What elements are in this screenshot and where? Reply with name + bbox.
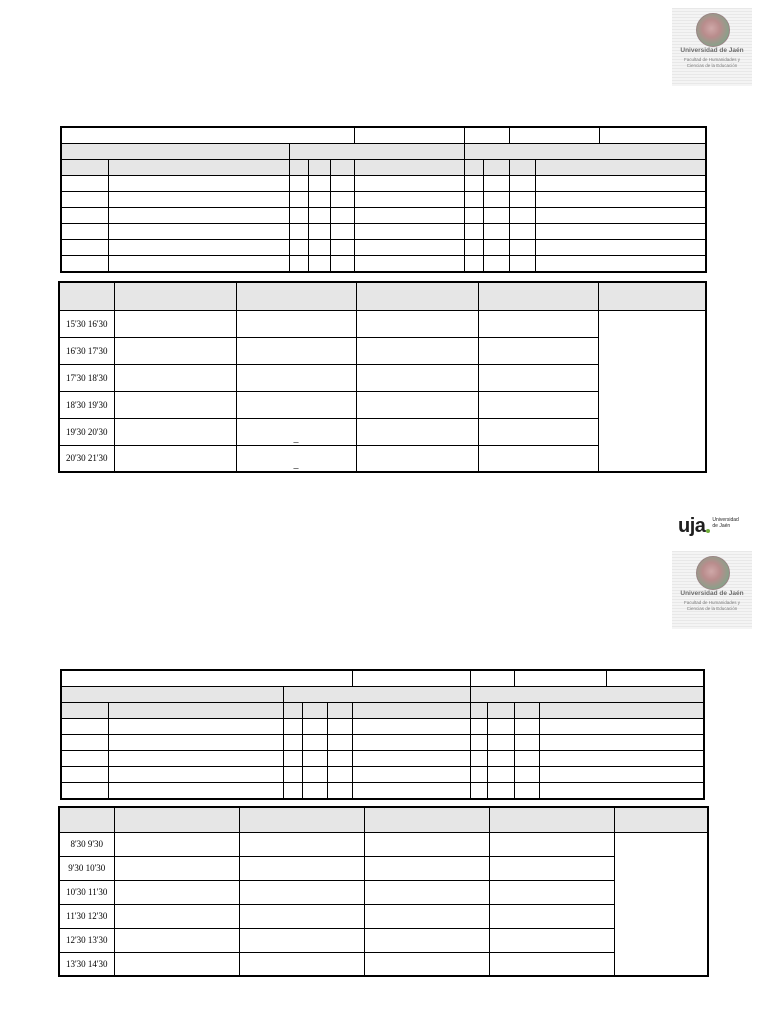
university-crest-logo bbox=[672, 551, 752, 629]
schedule-header-cell bbox=[59, 807, 114, 832]
schedule-merged-cell[interactable] bbox=[614, 832, 708, 976]
info-column-header-row bbox=[61, 160, 706, 176]
table-cell[interactable] bbox=[514, 767, 539, 783]
table-cell[interactable] bbox=[354, 176, 464, 192]
table-cell[interactable] bbox=[354, 224, 464, 240]
schedule-merged-cell[interactable] bbox=[598, 310, 706, 472]
table-cell[interactable] bbox=[514, 783, 539, 800]
course-info-table bbox=[60, 126, 707, 273]
info-cell[interactable] bbox=[470, 670, 514, 687]
table-cell[interactable] bbox=[308, 208, 330, 224]
table-cell[interactable] bbox=[108, 192, 289, 208]
table-cell[interactable] bbox=[330, 256, 354, 273]
table-cell[interactable] bbox=[483, 240, 509, 256]
schedule-cell[interactable] bbox=[114, 391, 236, 418]
time-slot-label: 10'30 11'30 bbox=[59, 880, 114, 904]
schedule-cell[interactable] bbox=[356, 337, 478, 364]
table-cell[interactable] bbox=[289, 192, 308, 208]
info-cell[interactable] bbox=[464, 127, 509, 144]
schedule-cell[interactable] bbox=[478, 364, 598, 391]
table-cell[interactable] bbox=[535, 208, 706, 224]
section-header-cell bbox=[61, 687, 284, 703]
schedule-header-cell bbox=[114, 282, 236, 310]
time-slot-label: 11'30 12'30 bbox=[59, 904, 114, 928]
column-header-cell bbox=[483, 160, 509, 176]
schedule-cell[interactable] bbox=[239, 928, 364, 952]
column-header-cell bbox=[303, 703, 328, 719]
info-section-row bbox=[61, 687, 704, 703]
table-cell[interactable] bbox=[539, 783, 704, 800]
time-slot-label: 17'30 18'30 bbox=[59, 364, 114, 391]
table-cell[interactable] bbox=[289, 256, 308, 273]
table-cell[interactable] bbox=[308, 224, 330, 240]
table-cell[interactable] bbox=[487, 767, 514, 783]
column-header-cell bbox=[514, 703, 539, 719]
table-cell[interactable] bbox=[61, 735, 108, 751]
table-cell[interactable] bbox=[108, 751, 284, 767]
table-cell[interactable] bbox=[284, 767, 303, 783]
table-cell[interactable] bbox=[483, 208, 509, 224]
table-cell[interactable] bbox=[353, 767, 470, 783]
table-cell[interactable] bbox=[303, 751, 328, 767]
column-header-cell bbox=[289, 160, 308, 176]
table-cell[interactable] bbox=[464, 256, 483, 273]
table-row bbox=[61, 208, 706, 224]
schedule-cell[interactable] bbox=[114, 952, 239, 976]
table-cell[interactable] bbox=[108, 240, 289, 256]
time-slot-label: 13'30 14'30 bbox=[59, 952, 114, 976]
schedule-cell[interactable] bbox=[114, 418, 236, 445]
section-header-cell bbox=[464, 144, 706, 160]
table-cell[interactable] bbox=[464, 208, 483, 224]
column-header-cell bbox=[487, 703, 514, 719]
schedule-cell[interactable] bbox=[239, 832, 364, 856]
info-cell[interactable] bbox=[354, 127, 464, 144]
table-cell[interactable] bbox=[303, 783, 328, 800]
schedule-cell[interactable] bbox=[114, 928, 239, 952]
schedule-header-cell bbox=[489, 807, 614, 832]
table-cell[interactable] bbox=[535, 176, 706, 192]
table-cell[interactable] bbox=[328, 735, 353, 751]
table-cell[interactable] bbox=[483, 176, 509, 192]
schedule-cell[interactable] bbox=[356, 310, 478, 337]
column-header-cell bbox=[284, 703, 303, 719]
crest-university-name: Universidad de Jaén bbox=[680, 590, 744, 597]
table-cell[interactable] bbox=[284, 783, 303, 800]
table-cell[interactable] bbox=[535, 256, 706, 273]
table-cell[interactable] bbox=[470, 735, 487, 751]
uja-logo-line1: Universidad bbox=[712, 517, 739, 523]
table-cell[interactable] bbox=[353, 783, 470, 800]
table-cell[interactable] bbox=[330, 224, 354, 240]
schedule-cell[interactable] bbox=[356, 445, 478, 472]
table-cell[interactable] bbox=[483, 224, 509, 240]
course-info-table bbox=[60, 669, 705, 800]
table-cell[interactable] bbox=[303, 735, 328, 751]
table-cell[interactable] bbox=[61, 176, 108, 192]
info-title-row bbox=[61, 127, 706, 144]
table-cell[interactable] bbox=[308, 176, 330, 192]
table-cell[interactable] bbox=[483, 192, 509, 208]
column-header-cell bbox=[353, 703, 470, 719]
schedule-cell[interactable] bbox=[114, 904, 239, 928]
table-cell[interactable] bbox=[108, 256, 289, 273]
uja-logo-dot-icon bbox=[706, 529, 710, 533]
university-crest-logo bbox=[672, 8, 752, 86]
table-cell[interactable] bbox=[487, 751, 514, 767]
time-slot-label: 8'30 9'30 bbox=[59, 832, 114, 856]
table-cell[interactable] bbox=[61, 256, 108, 273]
schedule-cell[interactable] bbox=[236, 364, 356, 391]
table-cell[interactable] bbox=[509, 240, 535, 256]
schedule-header-cell bbox=[614, 807, 708, 832]
schedule-cell[interactable] bbox=[114, 832, 239, 856]
schedule-cell[interactable] bbox=[114, 310, 236, 337]
schedule-row bbox=[59, 904, 708, 928]
schedule-cell[interactable] bbox=[478, 337, 598, 364]
column-header-cell bbox=[61, 160, 108, 176]
time-slot-label: 15'30 16'30 bbox=[59, 310, 114, 337]
table-cell[interactable] bbox=[514, 735, 539, 751]
university-seal-icon bbox=[696, 556, 730, 590]
schedule-header-cell bbox=[59, 282, 114, 310]
column-header-cell bbox=[354, 160, 464, 176]
schedule-cell[interactable] bbox=[239, 952, 364, 976]
column-header-cell bbox=[108, 703, 284, 719]
table-cell[interactable] bbox=[353, 735, 470, 751]
column-header-cell bbox=[470, 703, 487, 719]
table-cell[interactable] bbox=[464, 192, 483, 208]
time-slot-label: 20'30 21'30 bbox=[59, 445, 114, 472]
table-cell[interactable] bbox=[108, 735, 284, 751]
uja-logo bbox=[678, 514, 739, 536]
schedule-cell-dash[interactable]: _ bbox=[236, 418, 356, 445]
table-cell[interactable] bbox=[61, 751, 108, 767]
info-section-row bbox=[61, 144, 706, 160]
university-seal-icon bbox=[696, 13, 730, 47]
table-cell[interactable] bbox=[539, 751, 704, 767]
schedule-cell[interactable] bbox=[364, 832, 489, 856]
schedule-header-row bbox=[59, 282, 706, 310]
schedule-header-cell bbox=[478, 282, 598, 310]
table-row bbox=[61, 751, 704, 767]
crest-faculty-line1: Facultad de Humanidades y bbox=[683, 57, 741, 62]
table-cell[interactable] bbox=[108, 224, 289, 240]
schedule-cell[interactable] bbox=[356, 364, 478, 391]
schedule-row bbox=[59, 928, 708, 952]
table-row bbox=[61, 176, 706, 192]
schedule-cell[interactable] bbox=[356, 418, 478, 445]
info-cell[interactable] bbox=[599, 127, 706, 144]
schedule-cell[interactable] bbox=[236, 310, 356, 337]
table-cell[interactable] bbox=[328, 719, 353, 735]
crest-faculty-line2: Ciencias de la Educación bbox=[686, 606, 738, 611]
crest-faculty-line1: Facultad de Humanidades y bbox=[683, 600, 741, 605]
schedule-cell[interactable] bbox=[489, 832, 614, 856]
schedule-row bbox=[59, 880, 708, 904]
table-cell[interactable] bbox=[535, 240, 706, 256]
weekly-schedule-morning bbox=[58, 806, 709, 977]
table-row bbox=[61, 224, 706, 240]
schedule-header-cell bbox=[598, 282, 706, 310]
table-cell[interactable] bbox=[487, 783, 514, 800]
table-cell[interactable] bbox=[487, 719, 514, 735]
section-header-cell bbox=[289, 144, 464, 160]
table-cell[interactable] bbox=[514, 719, 539, 735]
table-cell[interactable] bbox=[487, 735, 514, 751]
table-cell[interactable] bbox=[108, 719, 284, 735]
schedule-cell[interactable] bbox=[364, 952, 489, 976]
table-cell[interactable] bbox=[61, 767, 108, 783]
table-row bbox=[61, 767, 704, 783]
table-cell[interactable] bbox=[353, 719, 470, 735]
table-cell[interactable] bbox=[284, 751, 303, 767]
table-cell[interactable] bbox=[330, 192, 354, 208]
schedule-cell[interactable] bbox=[114, 337, 236, 364]
table-cell[interactable] bbox=[470, 719, 487, 735]
schedule-cell[interactable] bbox=[239, 904, 364, 928]
table-cell[interactable] bbox=[108, 783, 284, 800]
table-cell[interactable] bbox=[108, 208, 289, 224]
schedule-cell[interactable] bbox=[478, 418, 598, 445]
table-cell[interactable] bbox=[509, 208, 535, 224]
schedule-cell[interactable] bbox=[114, 445, 236, 472]
schedule-cell[interactable] bbox=[356, 391, 478, 418]
schedule-row bbox=[59, 856, 708, 880]
column-header-cell bbox=[535, 160, 706, 176]
info-cell[interactable] bbox=[61, 127, 354, 144]
column-header-cell bbox=[61, 703, 108, 719]
section-header-cell bbox=[470, 687, 704, 703]
column-header-cell bbox=[464, 160, 483, 176]
schedule-cell[interactable] bbox=[364, 880, 489, 904]
table-cell[interactable] bbox=[354, 192, 464, 208]
crest-university-name: Universidad de Jaén bbox=[680, 47, 744, 54]
table-cell[interactable] bbox=[284, 735, 303, 751]
column-header-cell bbox=[330, 160, 354, 176]
table-cell[interactable] bbox=[483, 256, 509, 273]
table-cell[interactable] bbox=[61, 208, 108, 224]
schedule-cell[interactable] bbox=[489, 856, 614, 880]
schedule-cell[interactable] bbox=[489, 904, 614, 928]
table-cell[interactable] bbox=[539, 767, 704, 783]
schedule-cell[interactable] bbox=[478, 310, 598, 337]
table-cell[interactable] bbox=[61, 719, 108, 735]
info-cell[interactable] bbox=[509, 127, 599, 144]
schedule-cell[interactable] bbox=[114, 856, 239, 880]
info-cell[interactable] bbox=[607, 670, 704, 687]
table-cell[interactable] bbox=[61, 783, 108, 800]
table-cell[interactable] bbox=[108, 767, 284, 783]
info-cell[interactable] bbox=[353, 670, 470, 687]
schedule-header-cell bbox=[364, 807, 489, 832]
table-cell[interactable] bbox=[289, 240, 308, 256]
table-cell[interactable] bbox=[308, 240, 330, 256]
time-slot-label: 12'30 13'30 bbox=[59, 928, 114, 952]
schedule-header-cell bbox=[114, 807, 239, 832]
info-cell[interactable] bbox=[61, 670, 353, 687]
time-slot-label: 19'30 20'30 bbox=[59, 418, 114, 445]
schedule-cell[interactable] bbox=[489, 880, 614, 904]
schedule-cell[interactable] bbox=[489, 928, 614, 952]
time-slot-label: 18'30 19'30 bbox=[59, 391, 114, 418]
schedule-cell[interactable] bbox=[478, 445, 598, 472]
table-cell[interactable] bbox=[535, 192, 706, 208]
table-cell[interactable] bbox=[289, 176, 308, 192]
table-cell[interactable] bbox=[464, 176, 483, 192]
table-cell[interactable] bbox=[535, 224, 706, 240]
table-cell[interactable] bbox=[353, 751, 470, 767]
schedule-row bbox=[59, 952, 708, 976]
column-header-cell bbox=[108, 160, 289, 176]
table-row bbox=[61, 783, 704, 800]
section-header-cell bbox=[61, 144, 289, 160]
schedule-cell[interactable] bbox=[364, 904, 489, 928]
schedule-row bbox=[59, 832, 708, 856]
uja-logo-line2: de Jaén bbox=[712, 522, 731, 529]
table-cell[interactable] bbox=[61, 224, 108, 240]
table-cell[interactable] bbox=[284, 719, 303, 735]
table-row bbox=[61, 735, 704, 751]
table-cell[interactable] bbox=[328, 767, 353, 783]
table-cell[interactable] bbox=[354, 240, 464, 256]
weekly-schedule-afternoon bbox=[58, 281, 707, 473]
schedule-cell[interactable] bbox=[236, 337, 356, 364]
crest-faculty-line2: Ciencias de la Educación bbox=[686, 63, 738, 68]
schedule-cell[interactable] bbox=[489, 952, 614, 976]
schedule-header-cell bbox=[239, 807, 364, 832]
schedule-cell[interactable] bbox=[239, 880, 364, 904]
schedule-header-row bbox=[59, 807, 708, 832]
table-cell[interactable] bbox=[354, 208, 464, 224]
schedule-row bbox=[59, 310, 706, 337]
table-cell[interactable] bbox=[303, 767, 328, 783]
schedule-cell[interactable] bbox=[364, 928, 489, 952]
table-row bbox=[61, 256, 706, 273]
table-cell[interactable] bbox=[514, 751, 539, 767]
table-cell[interactable] bbox=[330, 176, 354, 192]
uja-logo-mark: uja bbox=[678, 515, 706, 537]
time-slot-label: 9'30 10'30 bbox=[59, 856, 114, 880]
table-cell[interactable] bbox=[509, 192, 535, 208]
table-cell[interactable] bbox=[61, 192, 108, 208]
table-cell[interactable] bbox=[108, 176, 289, 192]
table-row bbox=[61, 192, 706, 208]
table-cell[interactable] bbox=[328, 783, 353, 800]
time-slot-label: 16'30 17'30 bbox=[59, 337, 114, 364]
info-title-row bbox=[61, 670, 704, 687]
table-cell[interactable] bbox=[509, 224, 535, 240]
schedule-cell[interactable] bbox=[114, 880, 239, 904]
table-row bbox=[61, 719, 704, 735]
table-cell[interactable] bbox=[539, 719, 704, 735]
table-cell[interactable] bbox=[308, 192, 330, 208]
table-cell[interactable] bbox=[470, 767, 487, 783]
table-cell[interactable] bbox=[470, 783, 487, 800]
table-cell[interactable] bbox=[289, 224, 308, 240]
schedule-header-cell bbox=[356, 282, 478, 310]
table-cell[interactable] bbox=[354, 256, 464, 273]
table-cell[interactable] bbox=[61, 240, 108, 256]
table-cell[interactable] bbox=[330, 208, 354, 224]
table-cell[interactable] bbox=[303, 719, 328, 735]
table-cell[interactable] bbox=[308, 256, 330, 273]
table-cell[interactable] bbox=[509, 256, 535, 273]
schedule-cell-dash[interactable]: _ bbox=[236, 445, 356, 472]
table-cell[interactable] bbox=[330, 240, 354, 256]
column-header-cell bbox=[539, 703, 704, 719]
column-header-cell bbox=[328, 703, 353, 719]
schedule-header-cell bbox=[236, 282, 356, 310]
info-column-header-row bbox=[61, 703, 704, 719]
schedule-cell[interactable] bbox=[114, 364, 236, 391]
table-cell[interactable] bbox=[328, 751, 353, 767]
uja-logo-text bbox=[712, 518, 738, 529]
table-row bbox=[61, 240, 706, 256]
table-cell[interactable] bbox=[509, 176, 535, 192]
table-cell[interactable] bbox=[539, 735, 704, 751]
table-cell[interactable] bbox=[464, 224, 483, 240]
info-cell[interactable] bbox=[514, 670, 606, 687]
column-header-cell bbox=[308, 160, 330, 176]
table-cell[interactable] bbox=[289, 208, 308, 224]
schedule-cell[interactable] bbox=[236, 391, 356, 418]
section-header-cell bbox=[284, 687, 471, 703]
column-header-cell bbox=[509, 160, 535, 176]
schedule-cell[interactable] bbox=[239, 856, 364, 880]
schedule-cell[interactable] bbox=[364, 856, 489, 880]
table-cell[interactable] bbox=[470, 751, 487, 767]
schedule-cell[interactable] bbox=[478, 391, 598, 418]
table-cell[interactable] bbox=[464, 240, 483, 256]
